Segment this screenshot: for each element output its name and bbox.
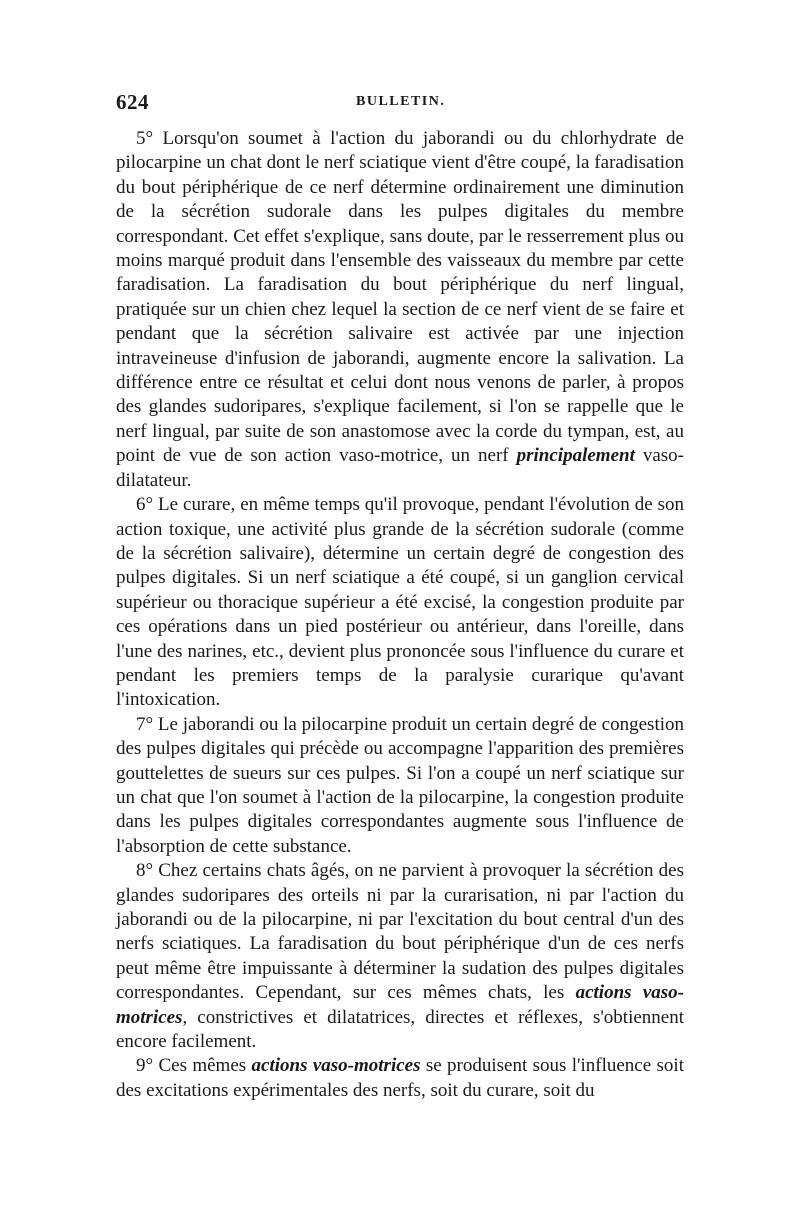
paragraph-9-italic: actions vaso-motrices <box>251 1055 421 1077</box>
paragraph-8 <box>116 859 684 1054</box>
body-text <box>116 127 684 1103</box>
running-head: BULLETIN. <box>356 94 446 109</box>
page-header <box>116 90 684 116</box>
paragraph-5-italic: principalement <box>516 445 635 467</box>
paragraph-7-text: 7° Le jaborandi ou la pilocarpine produit un certain degré de congestion des pulpes digitales qui précède ou accompagne l'apparition des premières gouttelettes de sueurs sur ces pulpes. Si l'on a coupé un nerf sciatique sur un chat que l'on soumet à l'action de la pilocarpine, la congestion produite dans les pulpes digitales correspondantes augmente sous l'influence de l'absorption de cette substance. <box>116 713 684 857</box>
paragraph-9 <box>116 1054 684 1103</box>
paragraph-9-text-end: se produisent sous l'influence soit des excitations expérimentales des nerfs, soit du curare, soit du <box>116 1055 684 1101</box>
paragraph-8-text: 8° Chez certains chats âgés, on ne parvient à provoquer la sécrétion des glandes sudoripares des orteils ni par la curarisation, ni par l'action du jaborandi ou de la pilocarpine, ni par l'excitation du bout central d'un des nerfs sciatiques. La faradisation du bout périphérique d'un de ces nerfs peut même être impuissante à déterminer la sudation des pulpes digitales correspondantes. Cependant, sur ces mêmes chats, les <box>116 860 684 1004</box>
paragraph-5-text: 5° Lorsqu'on soumet à l'action du jaborandi ou du chlorhydrate de pilocarpine un chat dont le nerf sciatique vient d'être coupé, la faradisation du bout périphérique de ce nerf détermine ordinairement une diminution de la sécrétion sudorale dans les pulpes digitales du membre correspondant. Cet effet s'explique, sans doute, par le resserrement plus ou moins marqué produit dans l'ensemble des vaisseaux du membre par cette faradisation. La faradisation du bout périphérique du nerf lingual, pratiquée sur un chien chez lequel la section de ce nerf vient de se faire et pendant que la sécrétion salivaire est activée par une injection intraveineuse d'infusion de jaborandi, augmente encore la salivation. La différence entre ce résultat et celui dont nous venons de parler, à propos des glandes sudoripares, s'explique facilement, si l'on se rappelle que le nerf lingual, par suite de son anastomose avec la corde du tympan, est, au point de vue de son action vaso-motrice, un nerf <box>116 128 684 467</box>
paragraph-6 <box>116 493 684 713</box>
paragraph-5 <box>116 127 684 493</box>
paragraph-6-text: 6° Le curare, en même temps qu'il provoque, pendant l'évolution de son action toxique, une activité plus grande de la sécrétion sudorale (comme de la sécrétion salivaire), détermine un certain degré de congestion des pulpes digitales. Si un nerf sciatique a été coupé, si un ganglion cervical supérieur ou thoracique supérieur a été excisé, la congestion produite par ces opérations dans un pied postérieur ou antérieur, dans l'oreille, dans l'une des narines, etc., devient plus prononcée sous l'influence du curare et pendant les premiers temps de la paralysie curarique qu'avant l'intoxication. <box>116 494 684 711</box>
paragraph-8-italic: actions vaso-motrices <box>116 982 684 1028</box>
paragraph-5-text-end: vaso-dilatateur. <box>116 445 685 491</box>
paragraph-7 <box>116 713 684 859</box>
paragraph-9-text: 9° Ces mêmes <box>136 1055 252 1077</box>
paragraph-8-text-end: , constrictives et dilatatrices, directes et réflexes, s'obtiennent encore facilement. <box>116 1006 684 1053</box>
page-number: 624 <box>116 90 149 114</box>
